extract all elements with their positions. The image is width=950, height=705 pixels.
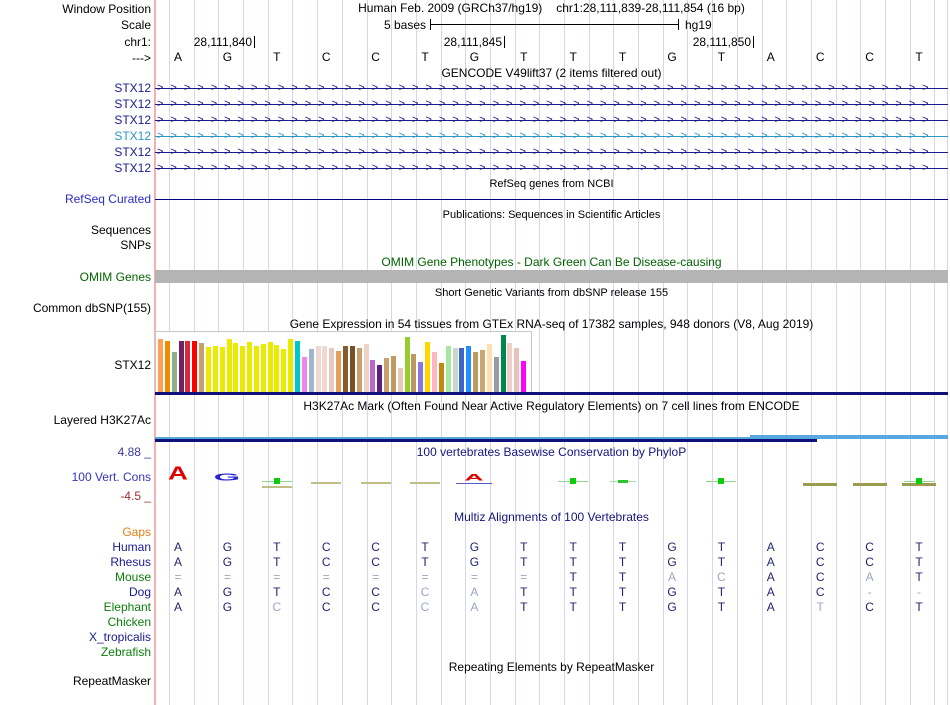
gtex-tissue-bar[interactable] (206, 347, 211, 392)
scale-value: 5 bases (383, 18, 426, 32)
scale-bar (430, 19, 679, 30)
gtex-tissue-bar[interactable] (240, 346, 245, 392)
aligned-base: T (915, 570, 923, 584)
conservation-track-title[interactable]: 100 vertebrates Basewise Conservation by PhyloP (416, 445, 687, 459)
gtex-tissue-bar[interactable] (165, 341, 170, 392)
refseq-track-title[interactable]: RefSeq genes from NCBI (489, 178, 614, 190)
aligned-base: T (915, 540, 923, 554)
aligned-base: = (174, 570, 182, 584)
aligned-base: C (371, 555, 380, 569)
repeatmasker-label[interactable]: RepeatMasker (72, 674, 151, 688)
gtex-tissue-bar[interactable] (466, 346, 471, 392)
gtex-tissue-bar[interactable] (281, 349, 286, 392)
aligned-base: A (470, 585, 479, 599)
coordinate-label: 28,111,850 (692, 35, 751, 49)
assembly-title: Human Feb. 2009 (GRCh37/hg19) (358, 1, 543, 15)
gaps-label[interactable]: Gaps (122, 525, 151, 539)
aligned-base: G (222, 540, 233, 554)
gtex-tissue-bar[interactable] (350, 346, 355, 392)
aligned-base: C (321, 585, 331, 599)
gtex-tissue-bar[interactable] (185, 341, 190, 392)
strand-arrowheads: >>>>>>>>>>>>>>>>>>>>>>>>>>>>>>>>>>>>>>>>>>>>>>>>>>>>>>>>>> (157, 130, 936, 142)
gtex-tissue-bar[interactable] (473, 352, 478, 392)
aligned-base: A (766, 540, 775, 554)
aligned-base: - (917, 585, 921, 599)
gtex-tissue-bar[interactable] (172, 352, 177, 392)
aligned-base: T (273, 585, 281, 599)
gencode-gene-label[interactable]: STX12 (114, 81, 151, 95)
gtex-tissue-bar[interactable] (158, 339, 163, 392)
base-letter: T (520, 50, 528, 64)
scale-bar-line (431, 24, 678, 25)
aligned-base: T (273, 555, 281, 569)
aligned-base: T (717, 585, 726, 599)
gtex-tissue-bar[interactable] (316, 346, 321, 392)
gtex-tissue-bar[interactable] (425, 342, 430, 392)
coordinate-tick (504, 36, 505, 48)
gtex-tissue-bar[interactable] (322, 346, 327, 392)
gtex-tissue-bar[interactable] (364, 344, 369, 392)
chrom-label: chr1: (124, 35, 151, 49)
refseq-gene-line[interactable] (155, 199, 948, 200)
aligned-base: G (469, 540, 480, 554)
position-title-row (155, 2, 948, 15)
gtex-tissue-bar[interactable] (494, 357, 499, 392)
repeatmasker-track-title[interactable]: Repeating Elements by RepeatMasker (448, 660, 655, 674)
aligned-base: A (173, 585, 182, 599)
aligned-base: = (421, 570, 429, 584)
aligned-base: A (173, 555, 182, 569)
gtex-tissue-bar[interactable] (254, 346, 259, 392)
gtex-tissue-bar[interactable] (336, 351, 341, 392)
gtex-tissue-bar[interactable] (446, 346, 451, 392)
aligned-base: T (569, 570, 577, 584)
gencode-gene-label[interactable]: STX12 (114, 129, 151, 143)
gtex-tissue-bar[interactable] (507, 343, 512, 392)
gtex-tissue-bar[interactable] (274, 345, 279, 392)
aligned-base: C (717, 570, 726, 584)
h3k27ac-signal-sky-right[interactable] (750, 435, 948, 438)
dbsnp-track-title[interactable]: Short Genetic Variants from dbSNP release 155 (434, 287, 669, 299)
conservation-min-value: -4.5 _ (120, 489, 151, 503)
aligned-base: T (421, 540, 429, 554)
gtex-tissue-bar[interactable] (418, 362, 423, 392)
gtex-tissue-bar[interactable] (459, 348, 464, 392)
gencode-transcript-row[interactable] (155, 96, 948, 112)
aligned-base: T (273, 540, 281, 554)
aligned-base: T (717, 555, 726, 569)
common-dbsnp-label[interactable]: Common dbSNP(155) (32, 301, 151, 315)
aligned-base: A (766, 555, 775, 569)
multiz-species-row[interactable] (155, 645, 948, 660)
aligned-base: T (717, 600, 726, 614)
aligned-base: C (420, 585, 430, 599)
aligned-base: T (520, 600, 528, 614)
layered-h3k27ac-label[interactable]: Layered H3K27Ac (53, 413, 151, 427)
gtex-tissue-bar[interactable] (501, 335, 506, 392)
multiz-species-row[interactable] (155, 630, 948, 645)
aligned-base: = (223, 570, 231, 584)
aligned-base: - (867, 585, 872, 599)
logo-green-tick (618, 480, 628, 483)
gtex-tissue-bar[interactable] (521, 361, 526, 392)
gencode-transcript-row[interactable] (155, 144, 948, 160)
h3k27ac-track-title[interactable]: H3K27Ac Mark (Often Found Near Active Regulatory Elements) on 7 cell lines from ENCODE (303, 399, 800, 413)
gtex-tissue-bar[interactable] (439, 363, 444, 392)
aligned-base: C (371, 540, 380, 554)
aligned-base: = (520, 570, 528, 584)
aligned-base: G (222, 600, 233, 614)
aligned-base: T (915, 555, 923, 569)
coordinate-tick (753, 36, 754, 48)
aligned-base: G (667, 600, 677, 614)
aligned-base: T (717, 540, 726, 554)
gtex-tissue-bar[interactable] (247, 342, 252, 392)
gtex-tissue-bar[interactable] (288, 339, 293, 392)
position-title: chr1:28,111,839-28,111,854 (16 bp) (556, 1, 745, 15)
window-position-label: Window Position (62, 2, 151, 16)
aligned-base: T (618, 570, 627, 584)
base-letter: T (915, 50, 923, 64)
gtex-tissue-bar[interactable] (179, 341, 184, 392)
h3k27ac-signal-navy[interactable] (155, 439, 817, 442)
gencode-gene-label[interactable]: STX12 (114, 145, 151, 159)
conservation-max-value: 4.88 _ (117, 445, 151, 459)
gencode-gene-label[interactable]: STX12 (114, 113, 151, 127)
aligned-base: A (470, 600, 479, 614)
gtex-tissue-bar[interactable] (480, 350, 485, 392)
sequences-label[interactable]: Sequences (90, 223, 151, 237)
base-letter: G (667, 50, 677, 64)
gtex-tissue-bar[interactable] (268, 342, 273, 392)
snps-label[interactable]: SNPs (120, 238, 151, 252)
base-letter: C (321, 50, 331, 64)
base-letter: T (569, 50, 577, 64)
gtex-tissue-bar[interactable] (309, 349, 314, 392)
aligned-base: C (865, 540, 874, 554)
multiz-species-label[interactable]: Dog (128, 585, 151, 599)
strand-arrowheads: >>>>>>>>>>>>>>>>>>>>>>>>>>>>>>>>>>>>>>>>>>>>>>>>>>>>>>>>>> (157, 82, 936, 94)
coordinate-label: 28,111,840 (193, 35, 252, 49)
conservation-logo-area[interactable] (155, 460, 948, 502)
gtex-tissue-bar[interactable] (391, 356, 396, 392)
aligned-base: T (421, 555, 429, 569)
base-letter: C (865, 50, 874, 64)
omim-track-title[interactable]: OMIM Gene Phenotypes - Dark Green Can Be Disease-causing (381, 255, 722, 269)
gtex-tissue-bar[interactable] (411, 354, 416, 392)
gtex-tissue-bar[interactable] (233, 343, 238, 392)
gencode-transcript-row[interactable] (155, 80, 948, 96)
gtex-tissue-bar[interactable] (192, 341, 197, 392)
aligned-base: C (272, 600, 282, 614)
logo-dash (361, 482, 391, 484)
aligned-base: G (469, 555, 480, 569)
multiz-species-label[interactable]: X_tropicalis (88, 630, 151, 644)
aligned-base: T (569, 555, 577, 569)
aligned-base: A (766, 570, 775, 584)
aligned-base: = (273, 570, 281, 584)
gtex-tissue-bar[interactable] (377, 365, 382, 392)
base-letter: C (371, 50, 380, 64)
aligned-base: C (371, 600, 380, 614)
logo-dash-dark (803, 483, 837, 486)
gtex-tissue-bar[interactable] (227, 339, 232, 392)
gtex-tissue-bar[interactable] (405, 337, 410, 392)
aligned-base: T (569, 600, 577, 614)
base-letter: T (421, 50, 429, 64)
gtex-tissue-bar[interactable] (329, 348, 334, 392)
logo-letter-A: A (168, 463, 188, 484)
gencode-gene-label[interactable]: STX12 (114, 97, 151, 111)
aligned-base: T (520, 555, 528, 569)
base-letter: G (469, 50, 480, 64)
publications-track-title[interactable]: Publications: Sequences in Scientific Articles (442, 209, 661, 221)
logo-green-square (570, 478, 576, 484)
gencode-gene-label[interactable]: STX12 (114, 161, 151, 175)
aligned-base: A (173, 600, 182, 614)
base-letter: C (815, 50, 825, 64)
multiz-species-row[interactable] (155, 600, 948, 615)
aligned-base: A (766, 585, 775, 599)
logo-green-square (274, 478, 280, 484)
multiz-species-row[interactable] (155, 570, 948, 585)
aligned-base: T (520, 540, 528, 554)
omim-genes-label[interactable]: OMIM Genes (79, 270, 151, 284)
aligned-base: C (865, 600, 874, 614)
refseq-curated-label[interactable]: RefSeq Curated (64, 192, 151, 206)
aligned-base: C (321, 540, 331, 554)
multiz-species-label[interactable]: Zebrafish (100, 645, 151, 659)
gencode-transcript-row[interactable] (155, 128, 948, 144)
logo-underline (456, 483, 492, 484)
aligned-base: T (618, 585, 627, 599)
aligned-base: C (815, 570, 825, 584)
gtex-tissue-bar[interactable] (384, 358, 389, 392)
conservation-label[interactable]: 100 Vert. Cons (71, 470, 151, 484)
multiz-species-row[interactable] (155, 555, 948, 570)
gtex-tissue-bar[interactable] (295, 341, 300, 392)
gtex-tissue-bar[interactable] (398, 368, 403, 392)
gtex-tissue-bar[interactable] (453, 348, 458, 392)
strand-arrow-label: ---> (132, 51, 151, 65)
aligned-base: T (618, 540, 627, 554)
aligned-base: A (865, 570, 874, 584)
aligned-base: G (667, 540, 677, 554)
gtex-tissue-bar[interactable] (261, 344, 266, 392)
logo-dash (410, 482, 440, 484)
aligned-base: C (815, 555, 825, 569)
gtex-tissue-bar[interactable] (370, 360, 375, 392)
aligned-base: C (815, 540, 825, 554)
base-letter: T (717, 50, 726, 64)
base-letter: T (273, 50, 281, 64)
gencode-transcript-row[interactable] (155, 112, 948, 128)
gtex-tissue-bar[interactable] (220, 347, 225, 392)
aligned-base: G (222, 555, 233, 569)
aligned-base: = (470, 570, 478, 584)
multiz-species-label[interactable]: Human (112, 540, 151, 554)
omim-gene-bar[interactable] (155, 270, 948, 283)
gencode-transcript-row[interactable] (155, 160, 948, 176)
aligned-base: C (420, 600, 430, 614)
coordinate-tick (254, 36, 255, 48)
coordinate-label: 28,111,845 (443, 35, 502, 49)
gtex-tissue-bar[interactable] (487, 344, 492, 392)
aligned-base: A (766, 600, 775, 614)
gtex-gene-label[interactable]: STX12 (114, 358, 151, 372)
gtex-tissue-bar[interactable] (343, 346, 348, 392)
multiz-species-label[interactable]: Mouse (114, 570, 151, 584)
aligned-base: G (667, 555, 677, 569)
gencode-track-title[interactable]: GENCODE V49lift37 (2 items filtered out) (441, 66, 662, 80)
logo-letter-A-small: A (464, 471, 485, 483)
strand-arrowheads: >>>>>>>>>>>>>>>>>>>>>>>>>>>>>>>>>>>>>>>>>>>>>>>>>>>>>>>>>> (157, 162, 936, 174)
assembly-short: hg19 (685, 18, 712, 32)
aligned-base: G (667, 585, 677, 599)
aligned-base: T (569, 540, 577, 554)
strand-arrowheads: >>>>>>>>>>>>>>>>>>>>>>>>>>>>>>>>>>>>>>>>>>>>>>>>>>>>>>>>>> (157, 146, 936, 158)
scale-label: Scale (120, 18, 151, 32)
multiz-track-title[interactable]: Multiz Alignments of 100 Vertebrates (454, 510, 649, 524)
aligned-base: T (915, 600, 923, 614)
logo-dash-dark (853, 483, 887, 486)
multiz-species-row[interactable] (155, 540, 948, 555)
multiz-species-label[interactable]: Chicken (107, 615, 151, 629)
multiz-species-label[interactable]: Elephant (103, 600, 151, 614)
aligned-base: T (618, 600, 627, 614)
base-letter: A (173, 50, 182, 64)
aligned-base: T (569, 585, 577, 599)
aligned-base: C (321, 600, 331, 614)
logo-dash (311, 482, 341, 484)
multiz-species-label[interactable]: Rhesus (110, 555, 151, 569)
aligned-base: T (816, 600, 824, 614)
aligned-base: = (322, 570, 330, 584)
gtex-tissue-bar[interactable] (199, 343, 204, 392)
gtex-tissue-bar[interactable] (213, 346, 218, 392)
base-letter: G (222, 50, 233, 64)
base-letter: A (766, 50, 775, 64)
logo-green-square (916, 478, 922, 484)
gtex-tissue-bar[interactable] (432, 352, 437, 392)
strand-arrowheads: >>>>>>>>>>>>>>>>>>>>>>>>>>>>>>>>>>>>>>>>>>>>>>>>>>>>>>>>>> (157, 114, 936, 126)
aligned-base: = (372, 570, 380, 584)
aligned-base: A (667, 570, 676, 584)
aligned-base: C (865, 555, 874, 569)
gtex-track-title[interactable]: Gene Expression in 54 tissues from GTEx RNA-seq of 17382 samples, 948 donors (V8, Aug 2019) (289, 317, 814, 331)
aligned-base: C (321, 555, 331, 569)
aligned-base: C (815, 585, 825, 599)
base-letter: T (618, 50, 627, 64)
gtex-tissue-bar[interactable] (302, 357, 307, 392)
logo-letter-G: G (214, 471, 241, 483)
gtex-tissue-bar[interactable] (514, 348, 519, 392)
aligned-base: A (173, 540, 182, 554)
logo-dash (262, 486, 292, 488)
aligned-base: G (222, 585, 233, 599)
multiz-species-row[interactable] (155, 585, 948, 600)
aligned-base: T (520, 585, 528, 599)
gtex-expression-plot[interactable] (155, 331, 532, 394)
multiz-species-row[interactable] (155, 615, 948, 630)
strand-arrowheads: >>>>>>>>>>>>>>>>>>>>>>>>>>>>>>>>>>>>>>>>>>>>>>>>>>>>>>>>>> (157, 98, 936, 110)
logo-green-square (718, 478, 724, 484)
aligned-base: T (618, 555, 627, 569)
aligned-base: C (371, 585, 380, 599)
gtex-gene-model-line[interactable] (155, 392, 948, 395)
gtex-tissue-bar[interactable] (357, 348, 362, 392)
